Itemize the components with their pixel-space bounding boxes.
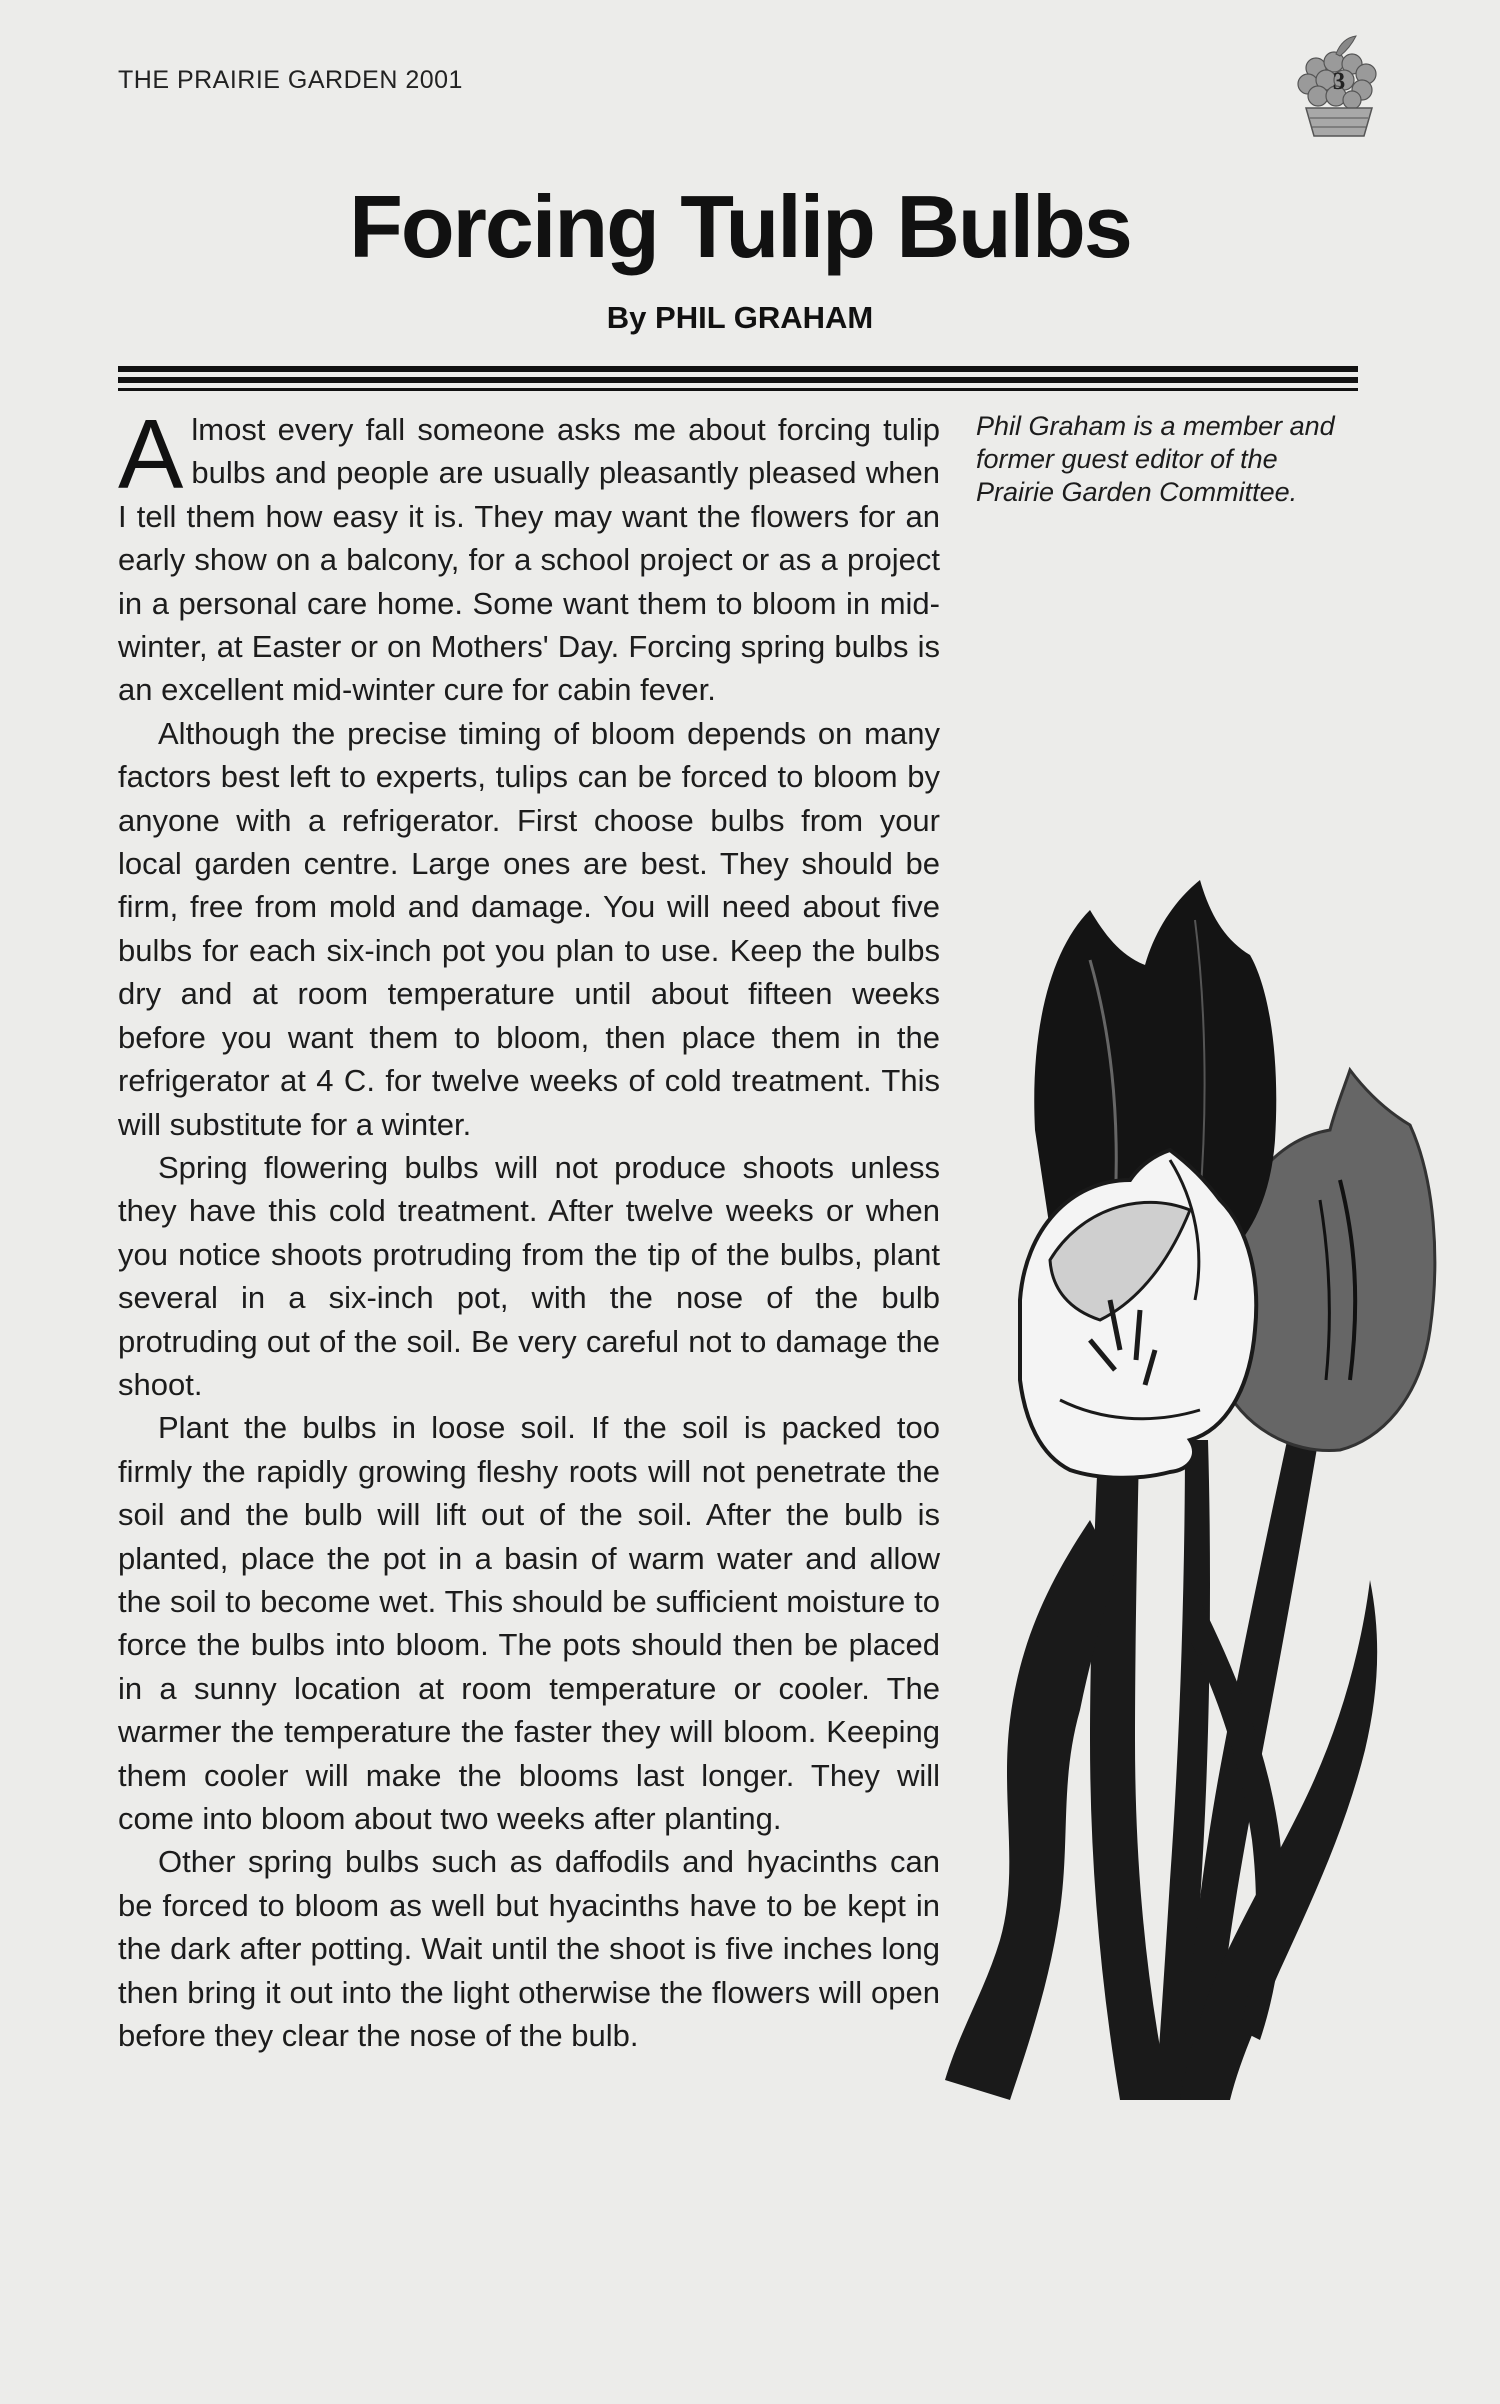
tulips-illustration	[940, 880, 1440, 2120]
drop-cap: A	[118, 399, 184, 509]
title-rule-thick-1	[118, 366, 1358, 372]
running-header: THE PRAIRIE GARDEN 2001	[118, 66, 463, 94]
author-note: Phil Graham is a member and former guest editor of the Prairie Garden Committee.	[976, 411, 1335, 507]
paragraph-3: Spring flowering bulbs will not produce shoots unless they have this cold treatment. After twelve weeks or when you notice shoots protruding from the tip of the bulbs, plant several in a six-inch pot, with the nose of the bulb protruding out of the soil. Be very careful not to damage the shoot.	[118, 1149, 940, 1402]
paragraph-1	[118, 399, 940, 712]
paragraph-4: Plant the bulbs in loose soil. If the soil is packed too firmly the rapidly growing fleshy roots will not penetrate the soil and the bulb will lift out of the soil. After the bulb is planted, place the pot in a basin of warm water and allow the soil to become wet. This should be sufficient moisture to force the bulbs into bloom. The pots should then be placed in a sunny location at room temperature or cooler. The warmer the temperature the faster they will bloom. Keeping them cooler will make the blooms last longer. They will come into bloom about two weeks after planting.	[118, 1410, 940, 1836]
title-rule-thick-2	[118, 377, 1358, 383]
page-number-badge	[1284, 28, 1394, 158]
article-byline: By PHIL GRAHAM	[606, 300, 874, 335]
title-rule-thin	[118, 388, 1358, 391]
paragraph-2: Although the precise timing of bloom depends on many factors best left to experts, tulips can be forced to bloom by anyone with a refrigerator. First choose bulbs from your local garden centre. Large ones are best. They should be firm, free from mold and damage. You will need about five bulbs for each six-inch pot you plan to use. Keep the bulbs dry and at room temperature until about fifteen weeks before you want them to bloom, then place them in the refrigerator at 4 C. for twelve weeks of cold treatment. This will substitute for a winter.	[118, 715, 940, 1142]
paragraph-5: Other spring bulbs such as daffodils and hyacinths can be forced to bloom as well but hyacinths have to be kept in the dark after potting. Wait until the shoot is five inches long then bring it out into the light otherwise the flowers will open before they clear the nose of the bulb.	[118, 1844, 940, 2054]
page-number: 3	[1332, 68, 1346, 95]
paragraph-1-text: lmost every fall someone asks me about forcing tulip bulbs and people are usually pleasantly pleased when I tell them how easy it is. They may want the flowers for an early show on a balcony, for a school project or as a project in a personal care home. Some want them to bloom in mid-winter, at Easter or on Mothers' Day. Forcing spring bulbs is an excellent mid-winter cure for cabin fever.	[118, 412, 940, 708]
article-title: Forcing Tulip Bulbs	[349, 177, 1131, 276]
article-body	[118, 399, 940, 2057]
tulips-illustration-icon	[940, 880, 1440, 2120]
